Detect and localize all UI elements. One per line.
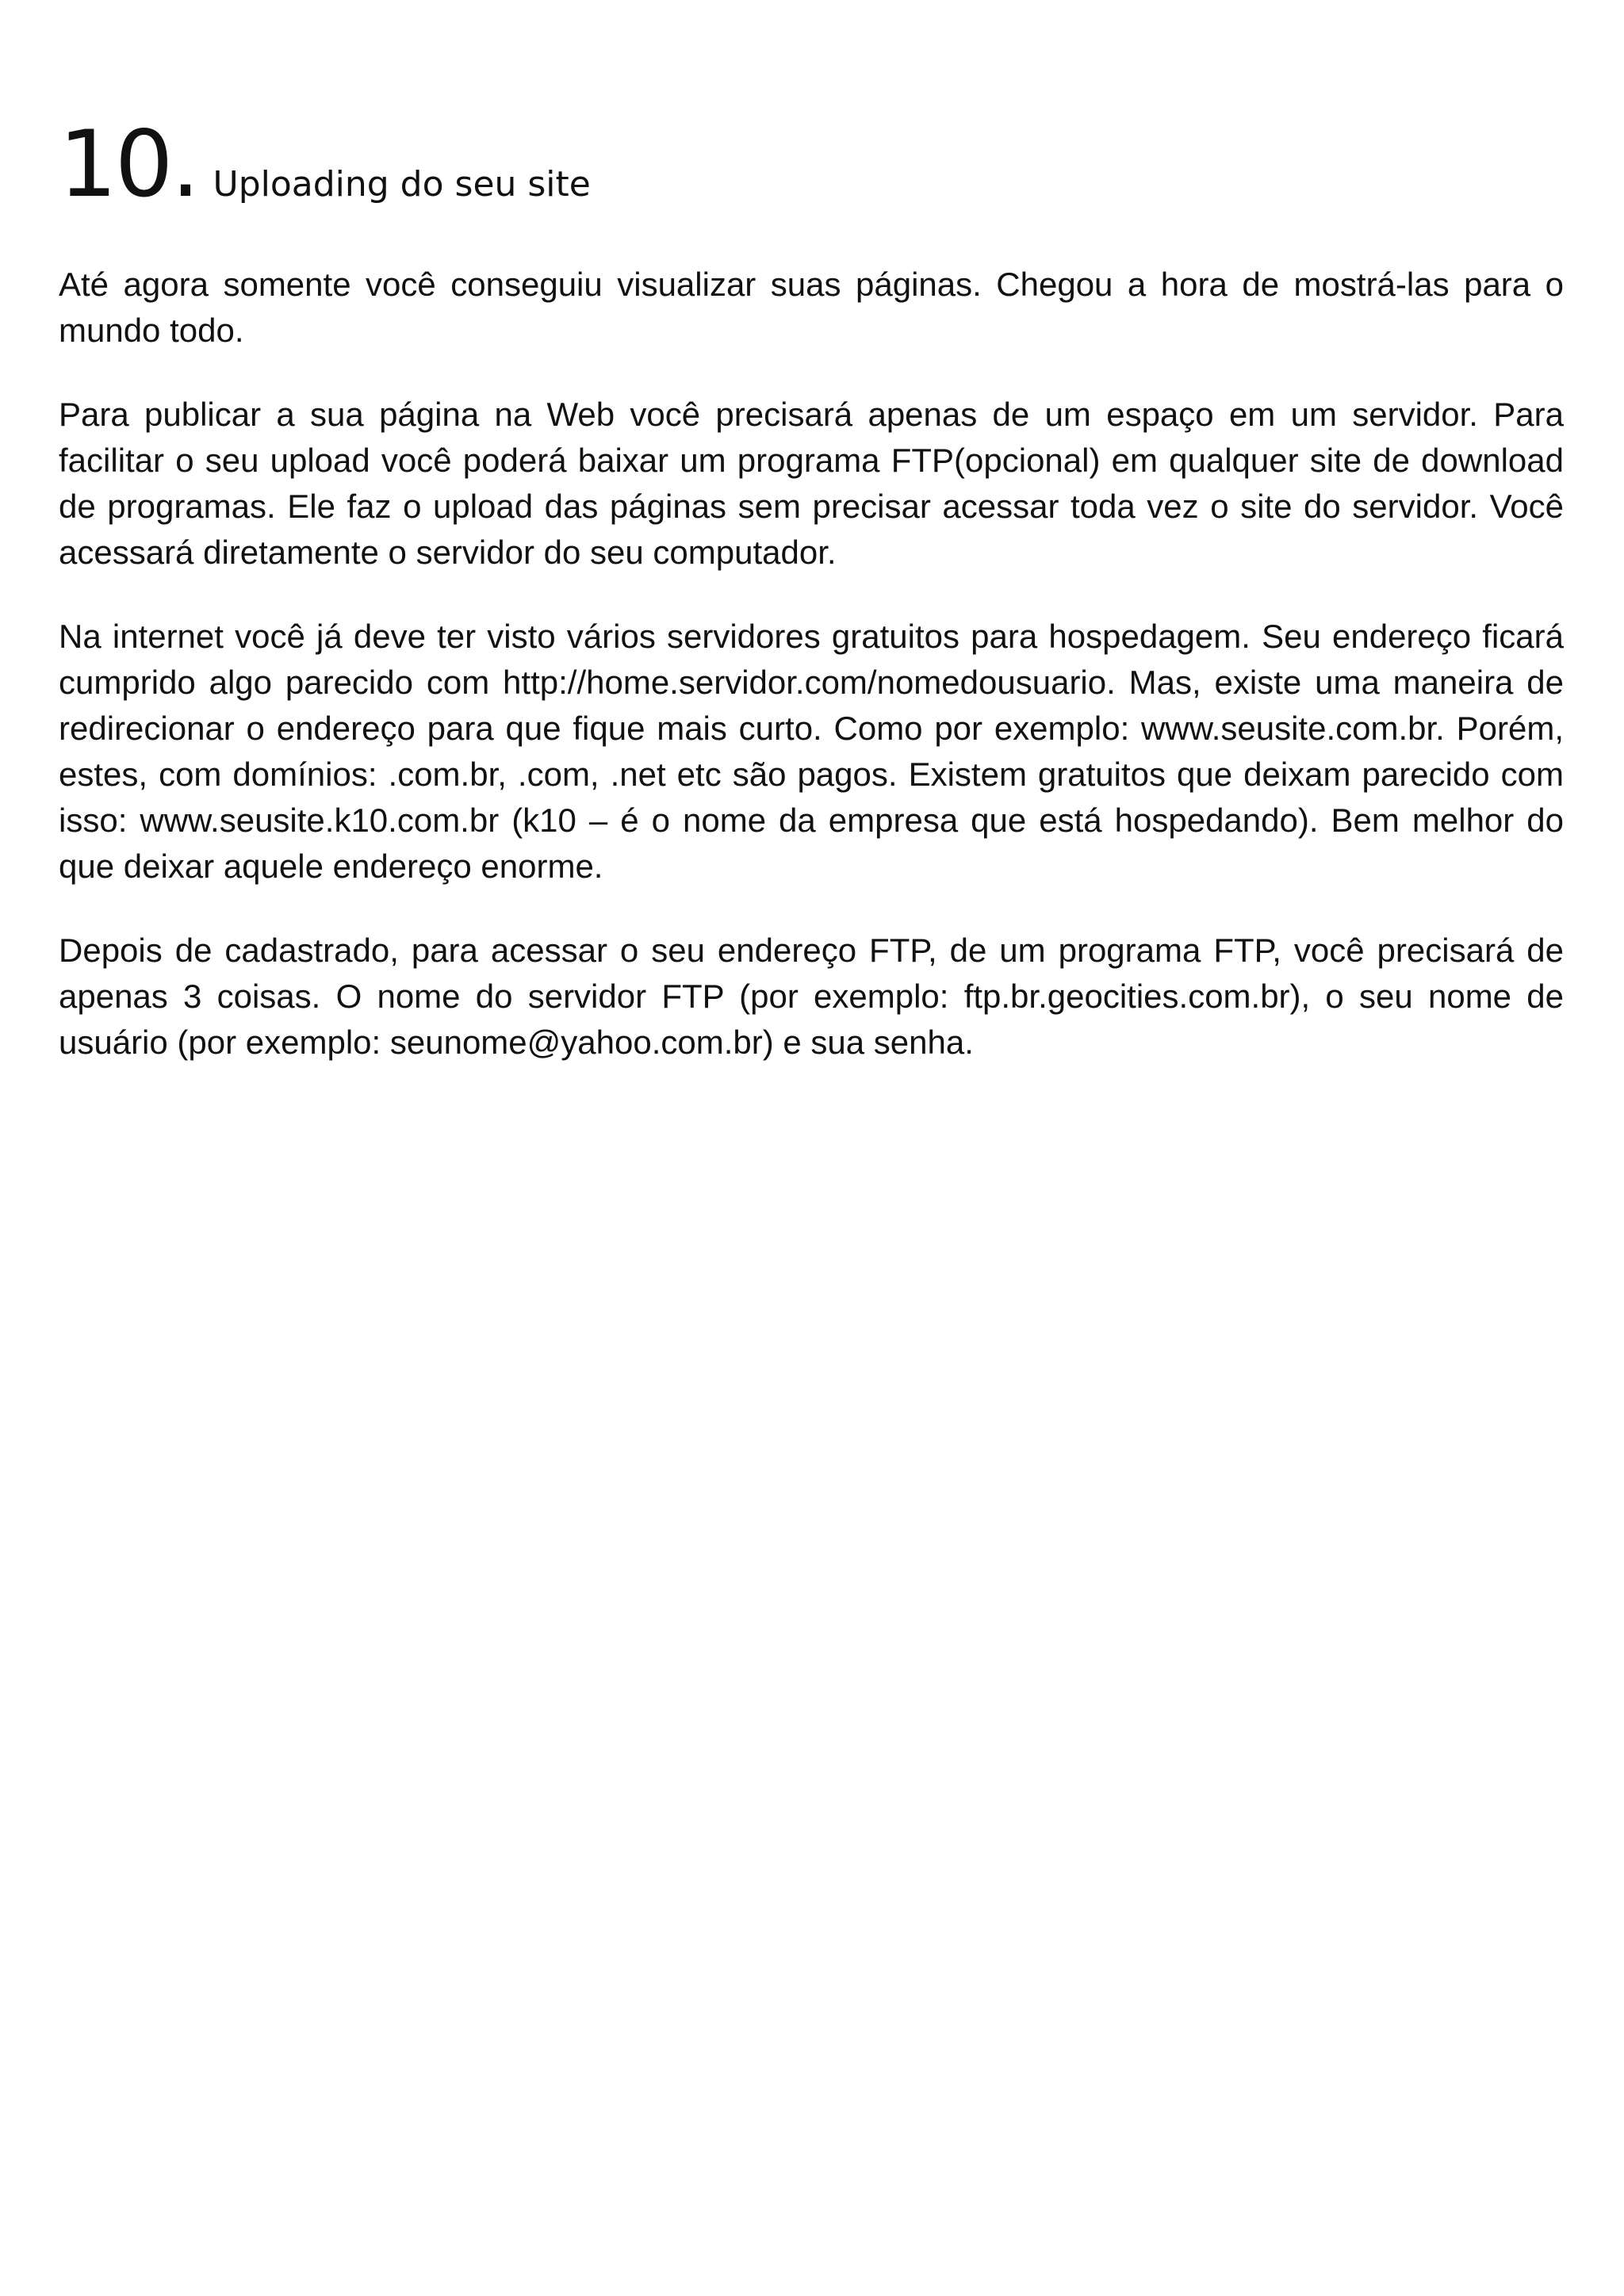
chapter-dot: . [170, 111, 201, 218]
document-page [59, 111, 1564, 1104]
chapter-title: Uploading do seu site [213, 164, 591, 205]
paragraph-ftp-credentials: Depois de cadastrado, para acessar o seu endereço FTP, de um programa FTP, você precisará de apenas 3 coisas. O nome do servidor FTP (por exemplo: ftp.br.geocities.com.br), o seu nome de usuário (por exemplo: seunome@yahoo.com.br) e sua senha. [59, 932, 1564, 1061]
chapter-heading [59, 111, 1564, 218]
paragraph-publish: Para publicar a sua página na Web você precisará apenas de um espaço em um servidor. Para facilitar o seu upload você poderá baixar um programa FTP(opcional) em qualquer site de download de programas. Ele faz o upload das páginas sem precisar acessar toda vez o site do servidor. Você acessará diretamente o servidor do seu computador. [59, 396, 1564, 571]
chapter-number: 10 [59, 111, 171, 218]
paragraph-free-servers: Na internet você já deve ter visto vários servidores gratuitos para hospedagem. Seu endereço ficará cumprido algo parecido com http://home.servidor.com/nomedousuario. Mas, existe uma maneira de redirecionar o endereço para que fique mais curto. Como por exemplo: www.seusite.com.br. Porém, estes, com domínios: .com.br, .com, .net etc são pagos. Existem gratuitos que deixam parecido com isso: www.seusite.k10.com.br (k10 – é o nome da empresa que está hospedando). Bem melhor do que deixar aquele endereço enorme. [59, 618, 1564, 885]
paragraph-intro: Até agora somente você conseguiu visualizar suas páginas. Chegou a hora de mostrá-las para o mundo todo. [59, 266, 1564, 349]
